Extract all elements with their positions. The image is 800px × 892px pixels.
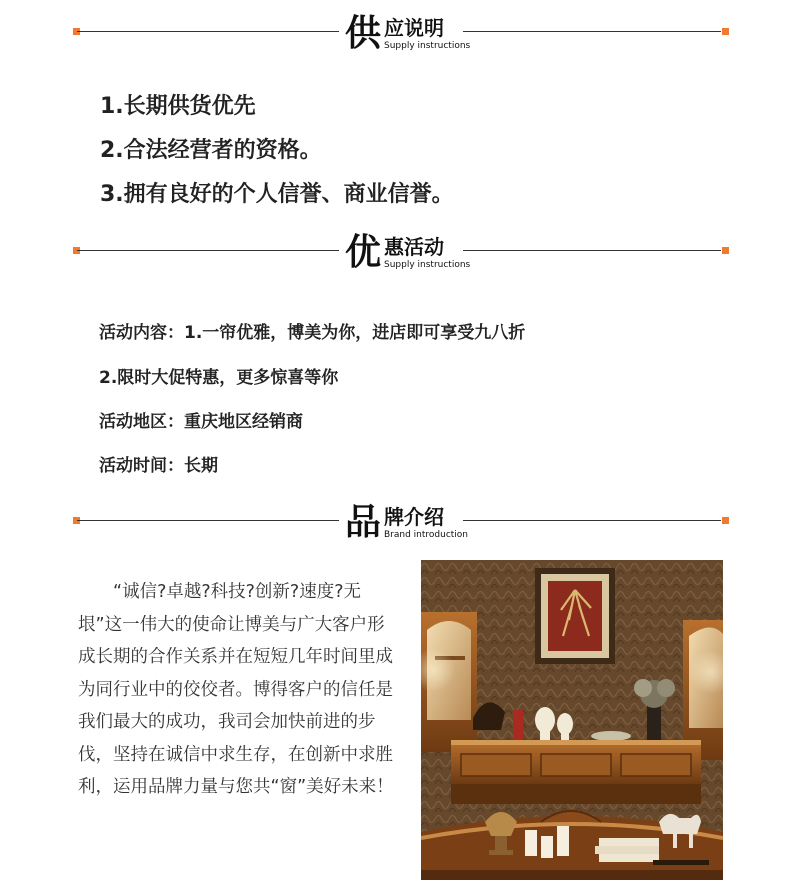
section-heading-english: Brand introduction: [384, 530, 469, 540]
brand-section-header: [73, 501, 729, 541]
supply-section-header: [73, 12, 729, 52]
divider-line: [77, 520, 339, 521]
section-heading-initial: 供: [345, 13, 382, 54]
divider-dot: [722, 247, 729, 254]
section-heading-text: 应说明: [384, 16, 444, 40]
divider-line: [463, 31, 721, 32]
divider-line: [77, 250, 339, 251]
divider-line: [463, 250, 721, 251]
brand-intro-paragraph: “诚信?卓越?科技?创新?速度?无垠”这一伟大的使命让博美与广大客户形成长期的合作关系并在短短几年时间里成为同行业中的佼佼者。博得客户的信任是我们最大的成功，我司会加快前进的步伐，坚持在诚信中求生存，在创新中求胜利，运用品牌力量与您共“窗”美好未来！: [78, 582, 394, 797]
promo-content-line: 活动内容：1.一帘优雅，博美为你，进店即可享受九八折: [99, 323, 526, 343]
promo-content-line: 2.限时大促特惠，更多惊喜等你: [99, 368, 339, 388]
section-heading-text: 惠活动: [384, 235, 444, 259]
divider-dot: [722, 28, 729, 35]
supply-item-2: 2.合法经营者的资格。: [100, 138, 322, 163]
section-heading-english: Supply instructions: [384, 260, 471, 270]
divider-line: [463, 520, 721, 521]
section-heading-text: 牌介绍: [384, 505, 444, 529]
promo-region-line: 活动地区：重庆地区经销商: [99, 412, 303, 432]
divider-dot: [722, 517, 729, 524]
showroom-photo: [421, 560, 723, 880]
supply-item-3: 3.拥有良好的个人信誉、商业信誉。: [100, 182, 454, 207]
supply-item-1: 1.长期供货优先: [100, 94, 256, 119]
divider-line: [77, 31, 339, 32]
section-heading-initial: 优: [345, 232, 382, 273]
section-heading-initial: 品: [345, 502, 382, 543]
promo-section-header: [73, 231, 729, 271]
promo-time-line: 活动时间：长期: [99, 456, 218, 476]
section-heading-english: Supply instructions: [384, 41, 471, 51]
